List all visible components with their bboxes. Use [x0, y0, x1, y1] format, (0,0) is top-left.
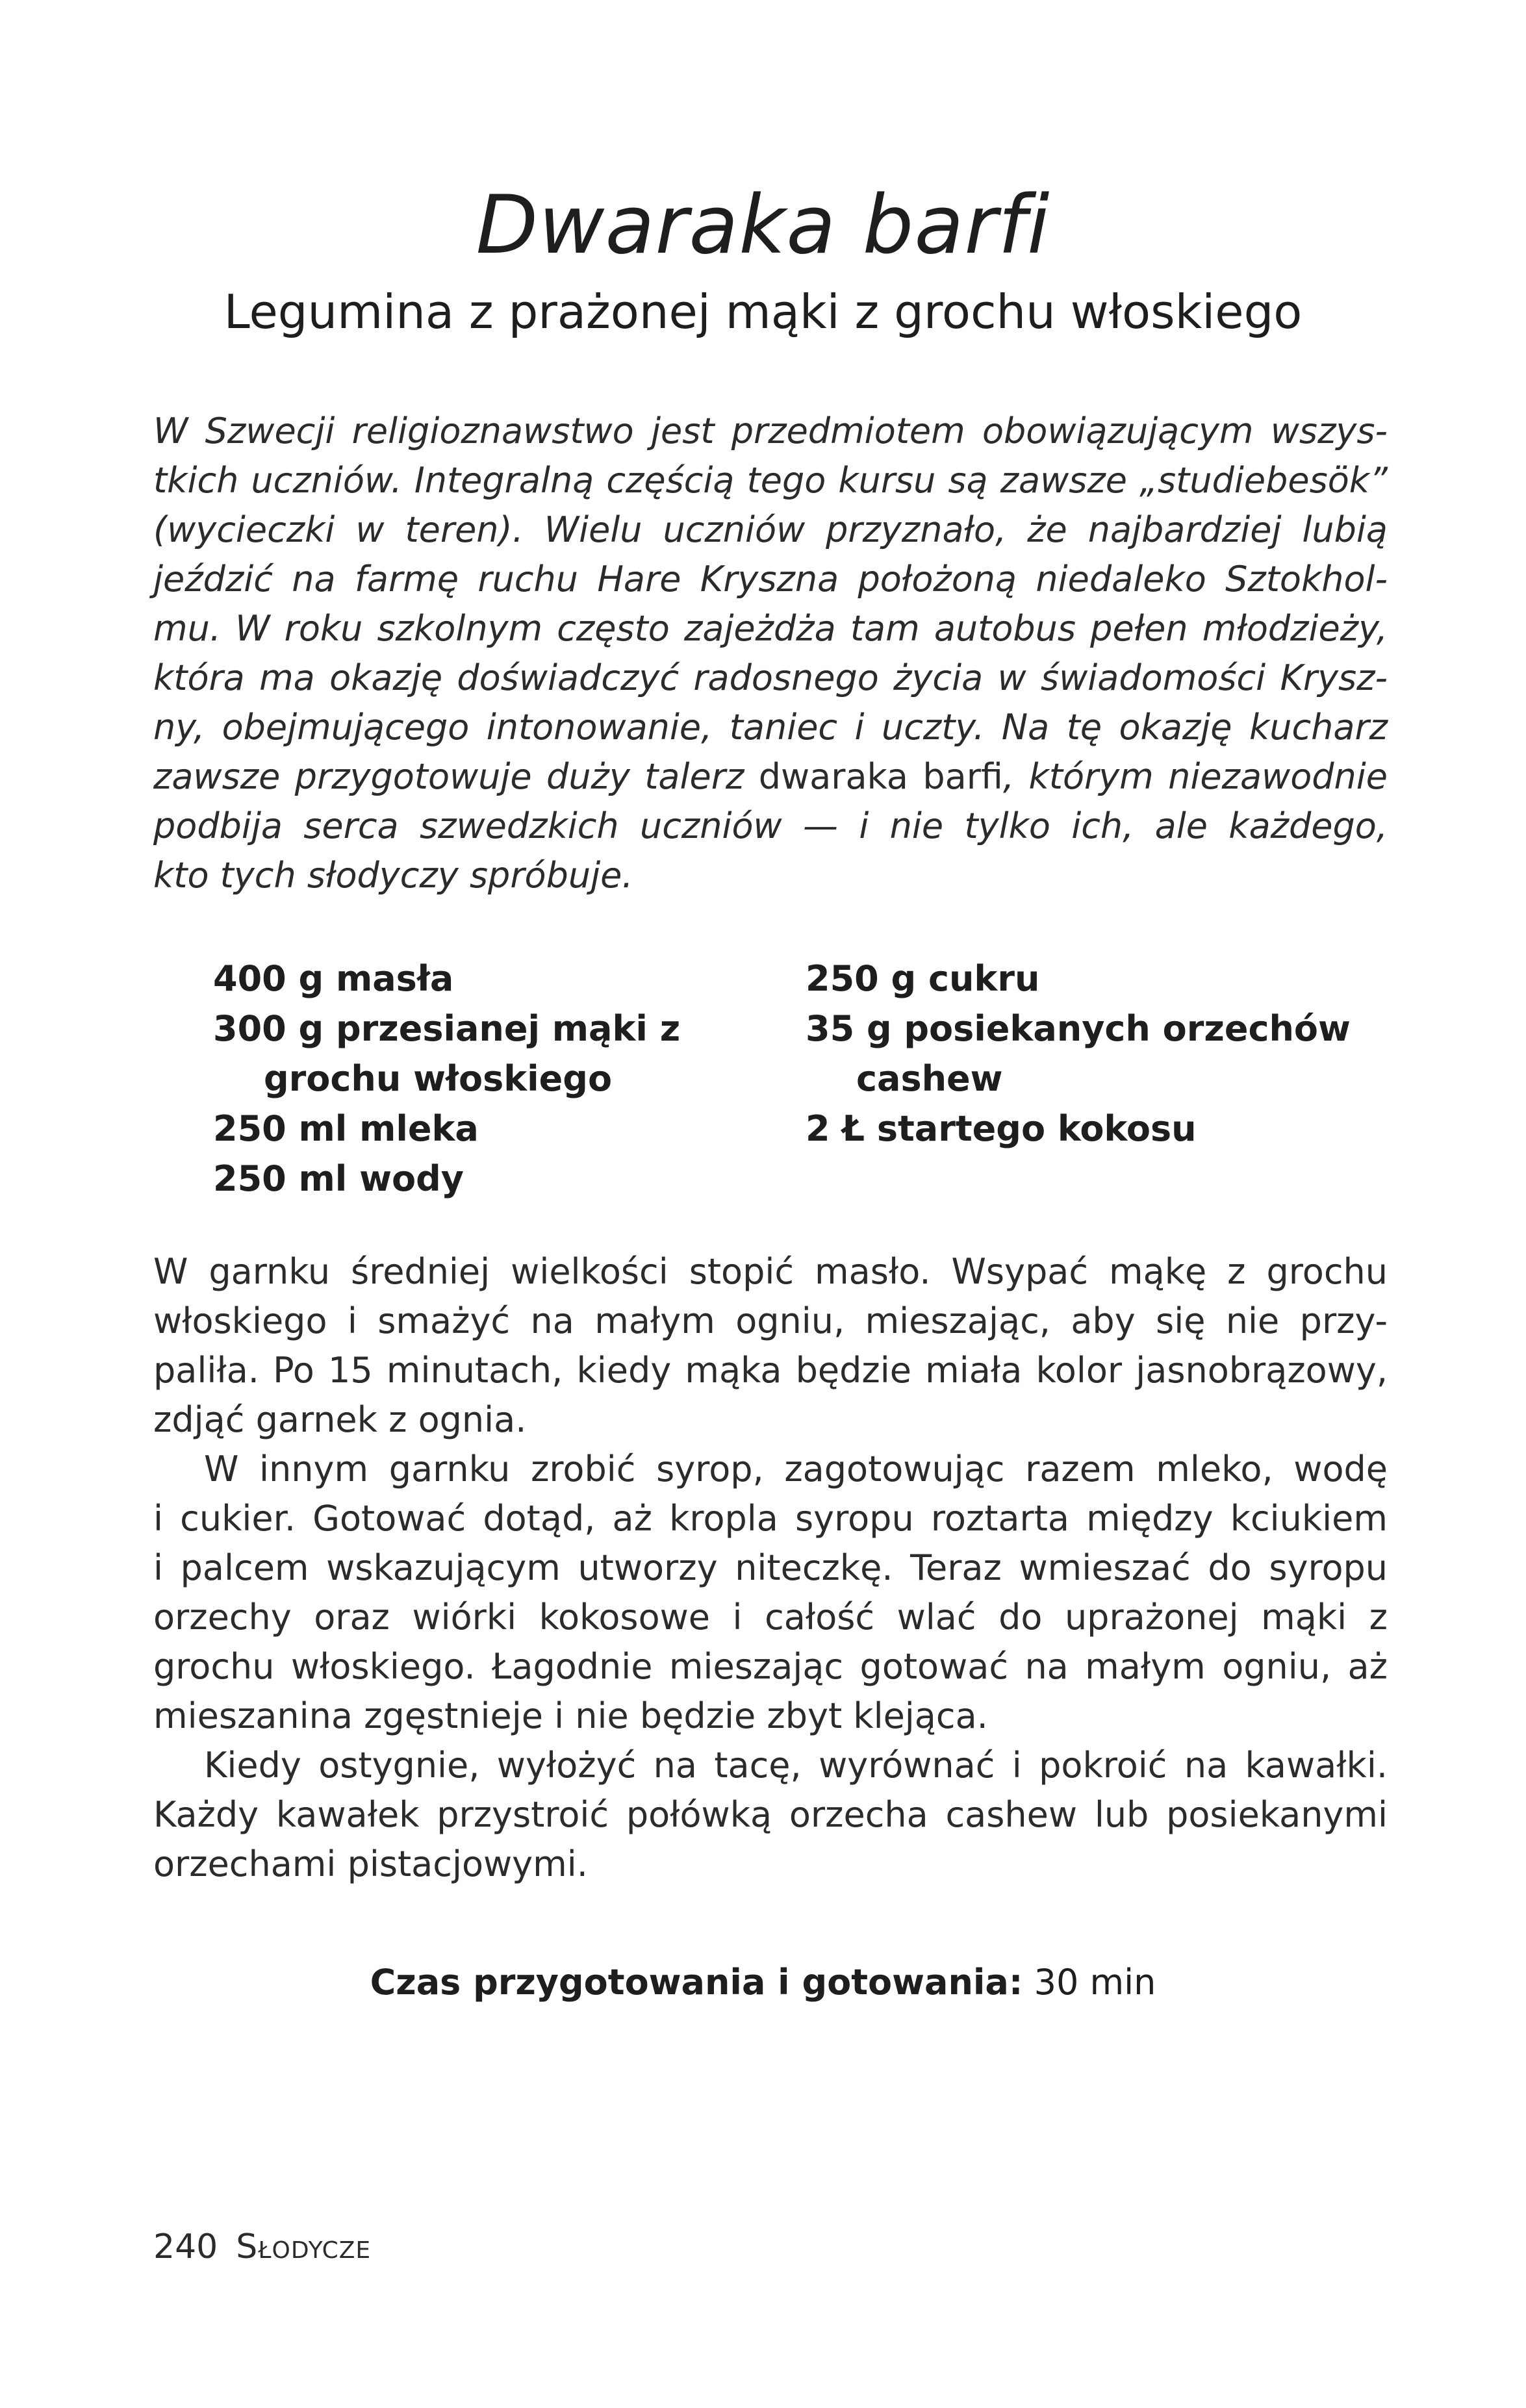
ingredient-item: 400 g masła	[213, 958, 454, 999]
page-number: 240	[153, 2227, 218, 2266]
method-line: mieszanina zgęstnieje i nie będzie zbyt klejąca.	[153, 1695, 988, 1736]
method-line: grochu włoskiego. Łagodnie mieszając gotować na małym ogniu, aż	[153, 1646, 1388, 1687]
intro-line: kto tych słodyczy spróbuje.	[153, 855, 633, 896]
method-line: orzechy oraz wiórki kokosowe i całość wlać do uprażonej mąki z	[153, 1597, 1388, 1638]
prep-time-label: Czas przygotowania i gotowania:	[370, 1962, 1023, 2003]
method-line: W garnku średniej wielkości stopić masło. Wsypać mąkę z grochu	[153, 1251, 1388, 1292]
prep-time	[0, 1957, 1526, 2009]
method-line: i palcem wskazującym utworzy niteczkę. Teraz wmieszać do syropu	[153, 1547, 1388, 1588]
dish-name-inline: dwaraka barfi	[758, 756, 1003, 797]
method-line: zdjąć garnek z ognia.	[153, 1399, 527, 1440]
method-line: orzechami pistacjowymi.	[153, 1844, 588, 1884]
ingredients-right-column	[806, 954, 1390, 1154]
intro-line: ny, obejmującego intonowanie, taniec i uczty. Na tę okazję kucharz	[153, 707, 1388, 748]
method-line: i cukier. Gotować dotąd, aż kropla syropu roztarta między kciukiem	[153, 1498, 1388, 1539]
ingredients-left-column	[213, 954, 759, 1204]
ingredient-item: 250 g cukru	[806, 958, 1040, 999]
page-footer	[153, 2224, 371, 2270]
intro-line: mu. W roku szkolnym często zajeżdża tam autobus pełen młodzieży,	[153, 608, 1388, 649]
intro-line	[153, 752, 1388, 802]
intro-line: W Szwecji religioznawstwo jest przedmiotem obowiązującym wszys-	[153, 411, 1388, 451]
method-line: paliła. Po 15 minutach, kiedy mąka będzie miała kolor jasnobrązowy,	[153, 1350, 1388, 1391]
ingredient-item: 35 g posiekanych orzechów	[806, 1008, 1351, 1049]
intro-paragraph	[153, 407, 1388, 900]
intro-line: która ma okazję doświadczyć radosnego życia w świadomości Krysz-	[153, 657, 1388, 698]
intro-line: podbija serca szwedzkich uczniów — i nie tylko ich, ale każdego,	[153, 805, 1388, 846]
recipe-title: Dwaraka barfi	[476, 179, 1050, 272]
method-line: W innym garnku zrobić syrop, zagotowując razem mleko, wodę	[204, 1449, 1388, 1489]
ingredient-item-continuation: grochu włoskiego	[264, 1058, 613, 1099]
intro-line: (wycieczki w teren). Wielu uczniów przyznało, że najbardziej lubią	[153, 509, 1388, 550]
method-line: Kiedy ostygnie, wyłożyć na tacę, wyrównać i pokroić na kawałki.	[204, 1745, 1388, 1786]
intro-line: jeździć na farmę ruchu Hare Kryszna położoną niedaleko Sztokhol-	[153, 559, 1388, 600]
intro-line-text: , którym niezawodnie	[1002, 756, 1388, 797]
intro-line: tkich uczniów. Integralną częścią tego kursu są zawsze „studiebesök”	[153, 460, 1388, 501]
method-text	[153, 1247, 1388, 1889]
ingredient-item: 300 g przesianej mąki z	[213, 1008, 681, 1049]
recipe-subtitle: Legumina z prażonej mąki z grochu włoskiego	[223, 285, 1303, 339]
section-name: Słodycze	[236, 2227, 372, 2266]
ingredient-item: 250 ml mleka	[213, 1108, 479, 1149]
ingredient-item: 2 Ł startego kokosu	[806, 1108, 1197, 1149]
prep-time-value: 30 min	[1034, 1962, 1156, 2003]
method-line: Każdy kawałek przystroić połówką orzecha cashew lub posiekanymi	[153, 1794, 1388, 1835]
intro-line-text: zawsze przygotowuje duży talerz	[153, 756, 759, 797]
method-line: włoskiego i smażyć na małym ogniu, mieszając, aby się nie przy-	[153, 1300, 1388, 1341]
ingredient-item: 250 ml wody	[213, 1158, 464, 1199]
ingredient-item-continuation: cashew	[856, 1058, 1003, 1099]
